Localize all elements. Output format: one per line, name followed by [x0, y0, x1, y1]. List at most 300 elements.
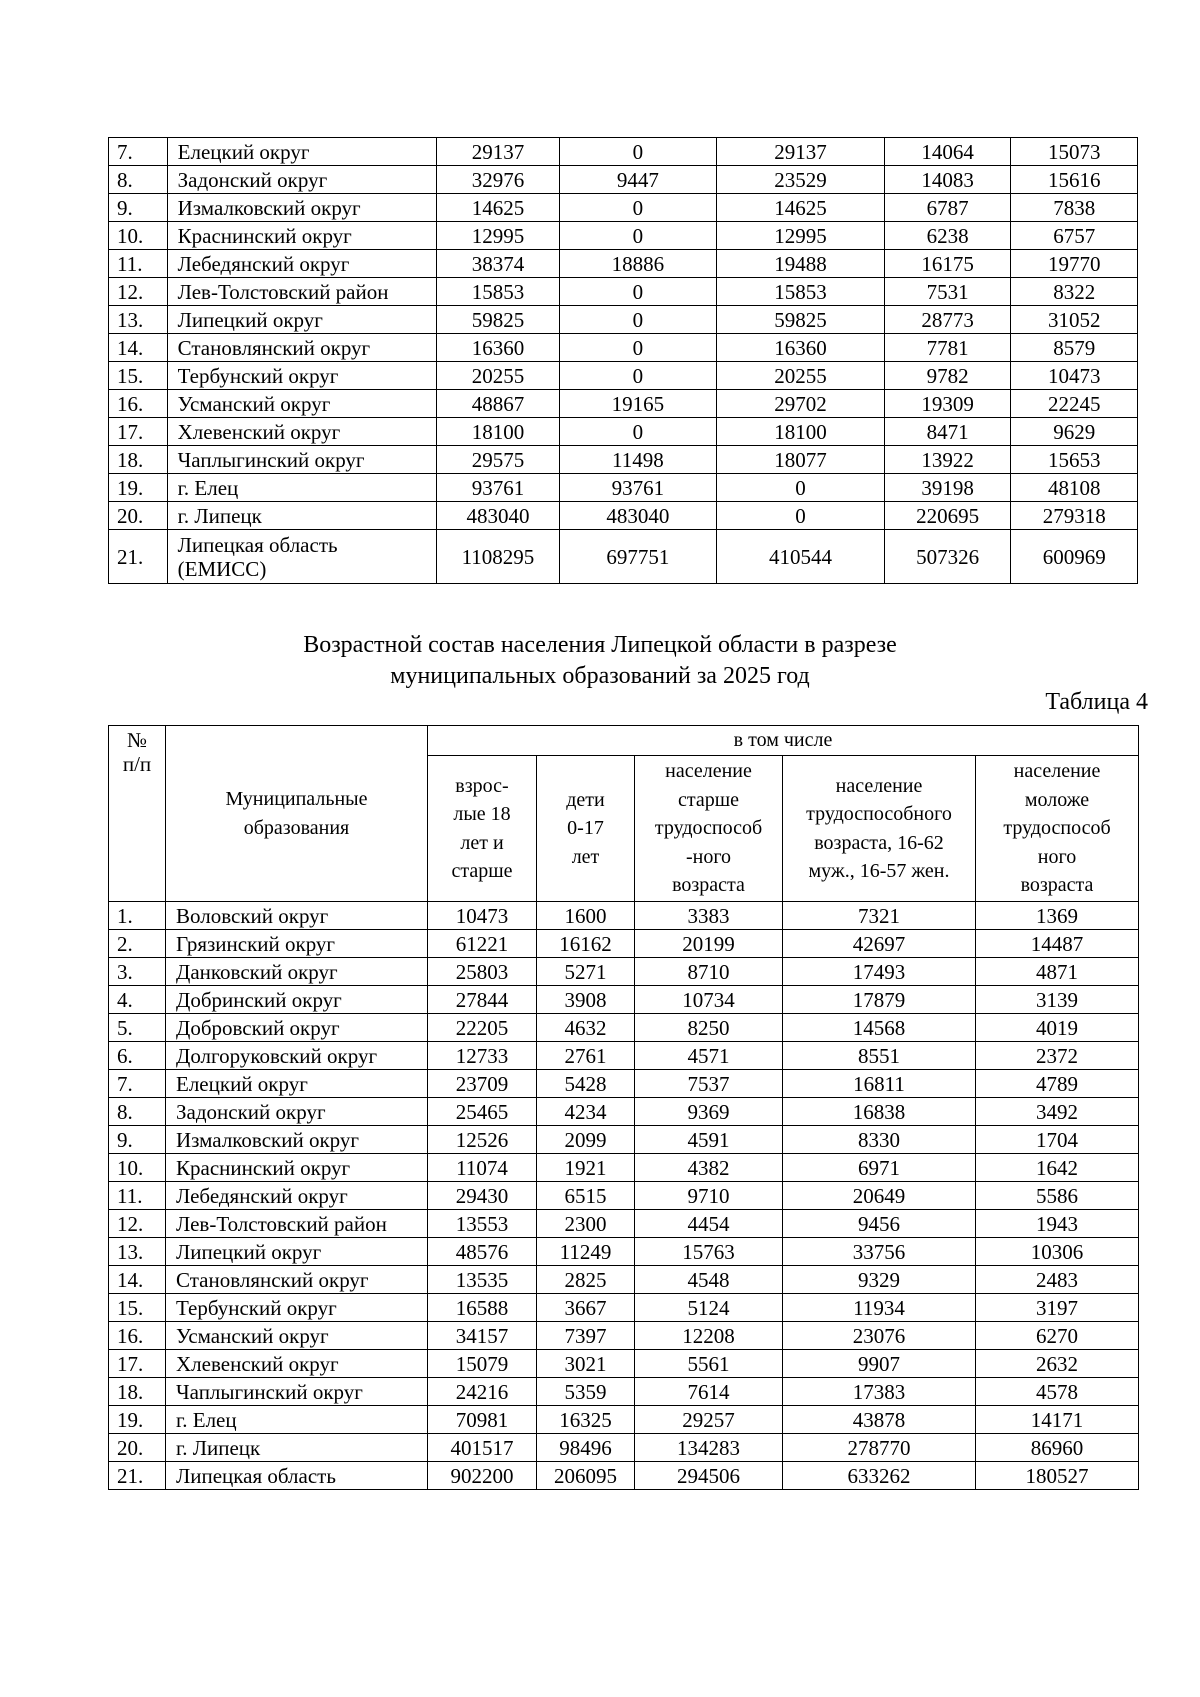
- cell-value: 15853: [717, 278, 885, 306]
- cell-value: 4571: [635, 1042, 783, 1070]
- header-text: лые 18: [453, 803, 511, 825]
- table-3-body: [109, 138, 1138, 530]
- table-row: [109, 502, 1138, 530]
- table-row: [109, 1406, 1139, 1434]
- cell-value: 28773: [884, 306, 1011, 334]
- cell-value: 4019: [976, 1014, 1139, 1042]
- row-index: 12.: [109, 1210, 166, 1238]
- cell-value: 902200: [428, 1462, 537, 1490]
- cell-value: 4578: [976, 1378, 1139, 1406]
- header-text: население: [835, 774, 923, 797]
- row-index: 15.: [109, 362, 168, 390]
- cell-value: 19770: [1011, 250, 1138, 278]
- cell-value: 17493: [783, 958, 976, 986]
- cell-value: 19309: [884, 390, 1011, 418]
- municipality-name: Усманский округ: [167, 390, 437, 418]
- row-index: 1.: [109, 902, 166, 930]
- cell-value: 5561: [635, 1350, 783, 1378]
- cell-value: 11074: [428, 1154, 537, 1182]
- cell-value: 10306: [976, 1238, 1139, 1266]
- municipality-name: Хлевенский округ: [166, 1350, 428, 1378]
- header-over-working-age: [635, 756, 783, 902]
- cell-value: 9329: [783, 1266, 976, 1294]
- cell-value: 1704: [976, 1126, 1139, 1154]
- cell-value: 42697: [783, 930, 976, 958]
- cell-value: 1642: [976, 1154, 1139, 1182]
- table-caption-line2: муниципальных образований за 2025 год: [390, 663, 810, 689]
- row-index: 9.: [109, 1126, 166, 1154]
- cell-value: 13553: [428, 1210, 537, 1238]
- table-row: [109, 1126, 1139, 1154]
- cell-value: 23076: [783, 1322, 976, 1350]
- cell-value: 9629: [1011, 418, 1138, 446]
- table-row: [109, 418, 1138, 446]
- cell-value: 2099: [537, 1126, 635, 1154]
- table-row: [109, 250, 1138, 278]
- cell-value: 16325: [537, 1406, 635, 1434]
- row-index: 17.: [109, 1350, 166, 1378]
- cell-value: 12733: [428, 1042, 537, 1070]
- cell-value: 279318: [1011, 502, 1138, 530]
- cell-value: 9782: [884, 362, 1011, 390]
- cell-value: 0: [717, 474, 885, 502]
- table-row: [109, 390, 1138, 418]
- table-3-continuation: [108, 137, 1138, 584]
- cell-value: 48108: [1011, 474, 1138, 502]
- cell-value: 14625: [437, 194, 559, 222]
- header-number-line1: №: [126, 728, 148, 752]
- cell-value: 4789: [976, 1070, 1139, 1098]
- municipality-name: Лев-Толстовский район: [166, 1210, 428, 1238]
- municipality-name: Данковский округ: [166, 958, 428, 986]
- cell-value: 4632: [537, 1014, 635, 1042]
- header-text: старше: [451, 860, 513, 882]
- table-row: [109, 222, 1138, 250]
- cell-value: 4548: [635, 1266, 783, 1294]
- municipality-name: Измалковский округ: [167, 194, 437, 222]
- cell-value: 20649: [783, 1182, 976, 1210]
- municipality-name: Тербунский округ: [167, 362, 437, 390]
- cell-value: 3197: [976, 1294, 1139, 1322]
- cell-value: 15653: [1011, 446, 1138, 474]
- cell-value: 34157: [428, 1322, 537, 1350]
- cell-value: 17383: [783, 1378, 976, 1406]
- municipality-name: Лебедянский округ: [166, 1182, 428, 1210]
- header-text: трудоспособ: [1003, 817, 1111, 840]
- cell-value: 16811: [783, 1070, 976, 1098]
- cell-value: 7397: [537, 1322, 635, 1350]
- municipality-name: г. Липецк: [166, 1434, 428, 1462]
- cell-value: 7537: [635, 1070, 783, 1098]
- header-including: в том числе: [428, 726, 1139, 756]
- cell-value: 180527: [976, 1462, 1139, 1490]
- cell-value: 6515: [537, 1182, 635, 1210]
- header-text: лет и: [460, 831, 504, 854]
- cell-value: 6787: [884, 194, 1011, 222]
- cell-value: 15073: [1011, 138, 1138, 166]
- cell-value: 7531: [884, 278, 1011, 306]
- row-index: 5.: [109, 1014, 166, 1042]
- municipality-name: г. Елец: [166, 1406, 428, 1434]
- cell-value: 6238: [884, 222, 1011, 250]
- table-4-body: [109, 902, 1139, 1490]
- cell-value: 18886: [559, 250, 716, 278]
- cell-value: 32976: [437, 166, 559, 194]
- header-text: население: [665, 760, 752, 783]
- cell-value: 23709: [428, 1070, 537, 1098]
- header-text: трудоспособного: [806, 803, 952, 825]
- cell-value: 4454: [635, 1210, 783, 1238]
- cell-value: 10473: [1011, 362, 1138, 390]
- municipality-name: Липецкая область: [166, 1462, 428, 1490]
- cell-value: 48867: [437, 390, 559, 418]
- table-row: [109, 194, 1138, 222]
- cell-value: 14171: [976, 1406, 1139, 1434]
- cell-value: 12526: [428, 1126, 537, 1154]
- table-row: [109, 1182, 1139, 1210]
- cell-value: 8579: [1011, 334, 1138, 362]
- row-index: 7.: [109, 1070, 166, 1098]
- cell-value: 14625: [717, 194, 885, 222]
- table-row: [109, 1434, 1139, 1462]
- cell-value: 14568: [783, 1014, 976, 1042]
- cell-value: 7838: [1011, 194, 1138, 222]
- total-value: 410544: [717, 530, 885, 584]
- cell-value: 2632: [976, 1350, 1139, 1378]
- cell-value: 70981: [428, 1406, 537, 1434]
- municipality-name: г. Елец: [167, 474, 437, 502]
- table-row: [109, 1350, 1139, 1378]
- cell-value: 13922: [884, 446, 1011, 474]
- cell-value: 5586: [976, 1182, 1139, 1210]
- cell-value: 11934: [783, 1294, 976, 1322]
- cell-value: 8471: [884, 418, 1011, 446]
- cell-value: 0: [559, 334, 716, 362]
- cell-value: 5124: [635, 1294, 783, 1322]
- header-number: [109, 726, 166, 902]
- table-row: [109, 166, 1138, 194]
- cell-value: 483040: [437, 502, 559, 530]
- municipality-name: Хлевенский округ: [167, 418, 437, 446]
- table-row: [109, 306, 1138, 334]
- cell-value: 86960: [976, 1434, 1139, 1462]
- cell-value: 29575: [437, 446, 559, 474]
- table-row: [109, 334, 1138, 362]
- cell-value: 8551: [783, 1042, 976, 1070]
- cell-value: 6757: [1011, 222, 1138, 250]
- cell-value: 3139: [976, 986, 1139, 1014]
- header-text: возраста: [1020, 874, 1094, 897]
- municipality-name: Липецкий округ: [166, 1238, 428, 1266]
- header-text: муж., 16-57 жен.: [808, 860, 950, 882]
- cell-value: 16838: [783, 1098, 976, 1126]
- cell-value: 9447: [559, 166, 716, 194]
- cell-value: 25465: [428, 1098, 537, 1126]
- cell-value: 17879: [783, 986, 976, 1014]
- table-caption-line1: Возрастной состав населения Липецкой области в разрезе: [303, 632, 897, 658]
- cell-value: 12995: [437, 222, 559, 250]
- table-row: [109, 1042, 1139, 1070]
- cell-value: 22205: [428, 1014, 537, 1042]
- table-row: [109, 362, 1138, 390]
- table-number: Таблица 4: [1045, 689, 1148, 715]
- cell-value: 20199: [635, 930, 783, 958]
- cell-value: 9456: [783, 1210, 976, 1238]
- row-index: 3.: [109, 958, 166, 986]
- cell-value: 5271: [537, 958, 635, 986]
- cell-value: 2825: [537, 1266, 635, 1294]
- table-row: [109, 1098, 1139, 1126]
- table-row: [109, 474, 1138, 502]
- table-row: [109, 902, 1139, 930]
- cell-value: 13535: [428, 1266, 537, 1294]
- cell-value: 294506: [635, 1462, 783, 1490]
- header-text: Муниципальные: [225, 788, 368, 810]
- cell-value: 14083: [884, 166, 1011, 194]
- cell-value: 9710: [635, 1182, 783, 1210]
- header-text: дети: [566, 788, 605, 811]
- header-text: ного: [1037, 845, 1077, 868]
- cell-value: 43878: [783, 1406, 976, 1434]
- municipality-name: Елецкий округ: [167, 138, 437, 166]
- municipality-name: Елецкий округ: [166, 1070, 428, 1098]
- cell-value: 633262: [783, 1462, 976, 1490]
- row-index: 16.: [109, 1322, 166, 1350]
- cell-value: 3021: [537, 1350, 635, 1378]
- municipality-name: Задонский округ: [167, 166, 437, 194]
- municipality-name: Чаплыгинский округ: [167, 446, 437, 474]
- municipality-name: Становлянский округ: [167, 334, 437, 362]
- cell-value: 483040: [559, 502, 716, 530]
- cell-value: 9907: [783, 1350, 976, 1378]
- row-index: 14.: [109, 334, 168, 362]
- row-index: 8.: [109, 166, 168, 194]
- cell-value: 61221: [428, 930, 537, 958]
- cell-value: 11498: [559, 446, 716, 474]
- table-row: [109, 1378, 1139, 1406]
- row-index: 20.: [109, 1434, 166, 1462]
- municipality-name: г. Липецк: [167, 502, 437, 530]
- cell-value: 20255: [717, 362, 885, 390]
- cell-value: 29137: [437, 138, 559, 166]
- cell-value: 3492: [976, 1098, 1139, 1126]
- municipality-name: Лев-Толстовский район: [167, 278, 437, 306]
- municipality-name: Задонский округ: [166, 1098, 428, 1126]
- row-index: 8.: [109, 1098, 166, 1126]
- municipality-name: Липецкий округ: [167, 306, 437, 334]
- municipality-name: Измалковский округ: [166, 1126, 428, 1154]
- cell-value: 9369: [635, 1098, 783, 1126]
- cell-value: 0: [717, 502, 885, 530]
- cell-value: 4871: [976, 958, 1139, 986]
- cell-value: 8330: [783, 1126, 976, 1154]
- cell-value: 7321: [783, 902, 976, 930]
- cell-value: 2372: [976, 1042, 1139, 1070]
- table-row-total: [109, 530, 1138, 584]
- row-index: 2.: [109, 930, 166, 958]
- table-row: [109, 958, 1139, 986]
- table-row: [109, 1070, 1139, 1098]
- header-working-age: [783, 756, 976, 902]
- total-value: 697751: [559, 530, 716, 584]
- row-index: 13.: [109, 1238, 166, 1266]
- header-text: возраста, 16-62: [814, 831, 944, 854]
- cell-value: 18100: [437, 418, 559, 446]
- cell-value: 4382: [635, 1154, 783, 1182]
- cell-value: 29430: [428, 1182, 537, 1210]
- table-row: [109, 1014, 1139, 1042]
- cell-value: 16360: [717, 334, 885, 362]
- cell-value: 15763: [635, 1238, 783, 1266]
- cell-value: 29257: [635, 1406, 783, 1434]
- cell-value: 38374: [437, 250, 559, 278]
- table-4: [108, 725, 1139, 1490]
- cell-value: 11249: [537, 1238, 635, 1266]
- municipality-name: Грязинский округ: [166, 930, 428, 958]
- cell-value: 10473: [428, 902, 537, 930]
- municipality-name: Добринский округ: [166, 986, 428, 1014]
- row-index: 21.: [109, 530, 168, 584]
- cell-value: 3383: [635, 902, 783, 930]
- cell-value: 12208: [635, 1322, 783, 1350]
- cell-value: 5428: [537, 1070, 635, 1098]
- municipality-name: Становлянский округ: [166, 1266, 428, 1294]
- table-row: [109, 930, 1139, 958]
- table-row: [109, 1238, 1139, 1266]
- total-value: 1108295: [437, 530, 559, 584]
- cell-value: 0: [559, 278, 716, 306]
- cell-value: 5359: [537, 1378, 635, 1406]
- row-index: 6.: [109, 1042, 166, 1070]
- cell-value: 1369: [976, 902, 1139, 930]
- row-index: 12.: [109, 278, 168, 306]
- header-text: образования: [243, 816, 350, 839]
- total-name-line2: (ЕМИСС): [177, 556, 267, 581]
- row-index: 17.: [109, 418, 168, 446]
- cell-value: 1600: [537, 902, 635, 930]
- total-value: 507326: [884, 530, 1011, 584]
- cell-value: 93761: [559, 474, 716, 502]
- table-row: [109, 278, 1138, 306]
- header-text: лет: [571, 845, 600, 868]
- table-row: [109, 446, 1138, 474]
- cell-value: 16175: [884, 250, 1011, 278]
- header-text: возраста: [672, 874, 745, 897]
- row-index: 13.: [109, 306, 168, 334]
- table-row: [109, 1154, 1139, 1182]
- cell-value: 8710: [635, 958, 783, 986]
- cell-value: 12995: [717, 222, 885, 250]
- table-row: [109, 986, 1139, 1014]
- cell-value: 4591: [635, 1126, 783, 1154]
- cell-value: 0: [559, 362, 716, 390]
- cell-value: 0: [559, 222, 716, 250]
- cell-value: 0: [559, 418, 716, 446]
- cell-value: 19488: [717, 250, 885, 278]
- cell-value: 31052: [1011, 306, 1138, 334]
- cell-value: 1921: [537, 1154, 635, 1182]
- cell-value: 59825: [437, 306, 559, 334]
- cell-value: 1943: [976, 1210, 1139, 1238]
- header-text: 0-17: [567, 817, 604, 840]
- cell-value: 93761: [437, 474, 559, 502]
- total-value: 600969: [1011, 530, 1138, 584]
- cell-value: 29137: [717, 138, 885, 166]
- cell-value: 59825: [717, 306, 885, 334]
- row-index: 11.: [109, 1182, 166, 1210]
- cell-value: 48576: [428, 1238, 537, 1266]
- municipality-name: Усманский округ: [166, 1322, 428, 1350]
- header-adults: [428, 756, 537, 902]
- cell-value: 98496: [537, 1434, 635, 1462]
- cell-value: 18077: [717, 446, 885, 474]
- cell-value: 3908: [537, 986, 635, 1014]
- cell-value: 19165: [559, 390, 716, 418]
- cell-value: 15853: [437, 278, 559, 306]
- row-index: 10.: [109, 222, 168, 250]
- table-row: [109, 1462, 1139, 1490]
- row-index: 10.: [109, 1154, 166, 1182]
- table-row: [109, 1266, 1139, 1294]
- cell-value: 134283: [635, 1434, 783, 1462]
- cell-value: 15079: [428, 1350, 537, 1378]
- cell-value: 29702: [717, 390, 885, 418]
- cell-value: 6971: [783, 1154, 976, 1182]
- header-text: моложе: [1024, 788, 1090, 811]
- cell-value: 16588: [428, 1294, 537, 1322]
- row-index: 19.: [109, 474, 168, 502]
- cell-value: 10734: [635, 986, 783, 1014]
- header-municipality: [166, 726, 428, 902]
- cell-value: 14064: [884, 138, 1011, 166]
- row-index: 4.: [109, 986, 166, 1014]
- header-text: -ного: [685, 845, 732, 868]
- row-index: 14.: [109, 1266, 166, 1294]
- cell-value: 4234: [537, 1098, 635, 1126]
- header-text: население: [1013, 760, 1101, 783]
- cell-value: 0: [559, 138, 716, 166]
- cell-value: 8322: [1011, 278, 1138, 306]
- row-index: 18.: [109, 446, 168, 474]
- cell-value: 7614: [635, 1378, 783, 1406]
- table-row: [109, 1322, 1139, 1350]
- row-index: 11.: [109, 250, 168, 278]
- header-text: трудоспособ: [654, 817, 763, 840]
- municipality-name: Долгоруковский округ: [166, 1042, 428, 1070]
- cell-value: 2761: [537, 1042, 635, 1070]
- cell-value: 20255: [437, 362, 559, 390]
- municipality-name: Чаплыгинский округ: [166, 1378, 428, 1406]
- cell-value: 2300: [537, 1210, 635, 1238]
- cell-value: 23529: [717, 166, 885, 194]
- cell-value: 8250: [635, 1014, 783, 1042]
- cell-value: 6270: [976, 1322, 1139, 1350]
- municipality-name: Лебедянский округ: [167, 250, 437, 278]
- cell-value: 206095: [537, 1462, 635, 1490]
- cell-value: 24216: [428, 1378, 537, 1406]
- table-row: [109, 138, 1138, 166]
- cell-value: 220695: [884, 502, 1011, 530]
- cell-value: 16360: [437, 334, 559, 362]
- cell-value: 14487: [976, 930, 1139, 958]
- cell-value: 7781: [884, 334, 1011, 362]
- cell-value: 0: [559, 194, 716, 222]
- header-text: взрос-: [455, 774, 509, 797]
- cell-value: 16162: [537, 930, 635, 958]
- row-index: 16.: [109, 390, 168, 418]
- cell-value: 18100: [717, 418, 885, 446]
- cell-value: 401517: [428, 1434, 537, 1462]
